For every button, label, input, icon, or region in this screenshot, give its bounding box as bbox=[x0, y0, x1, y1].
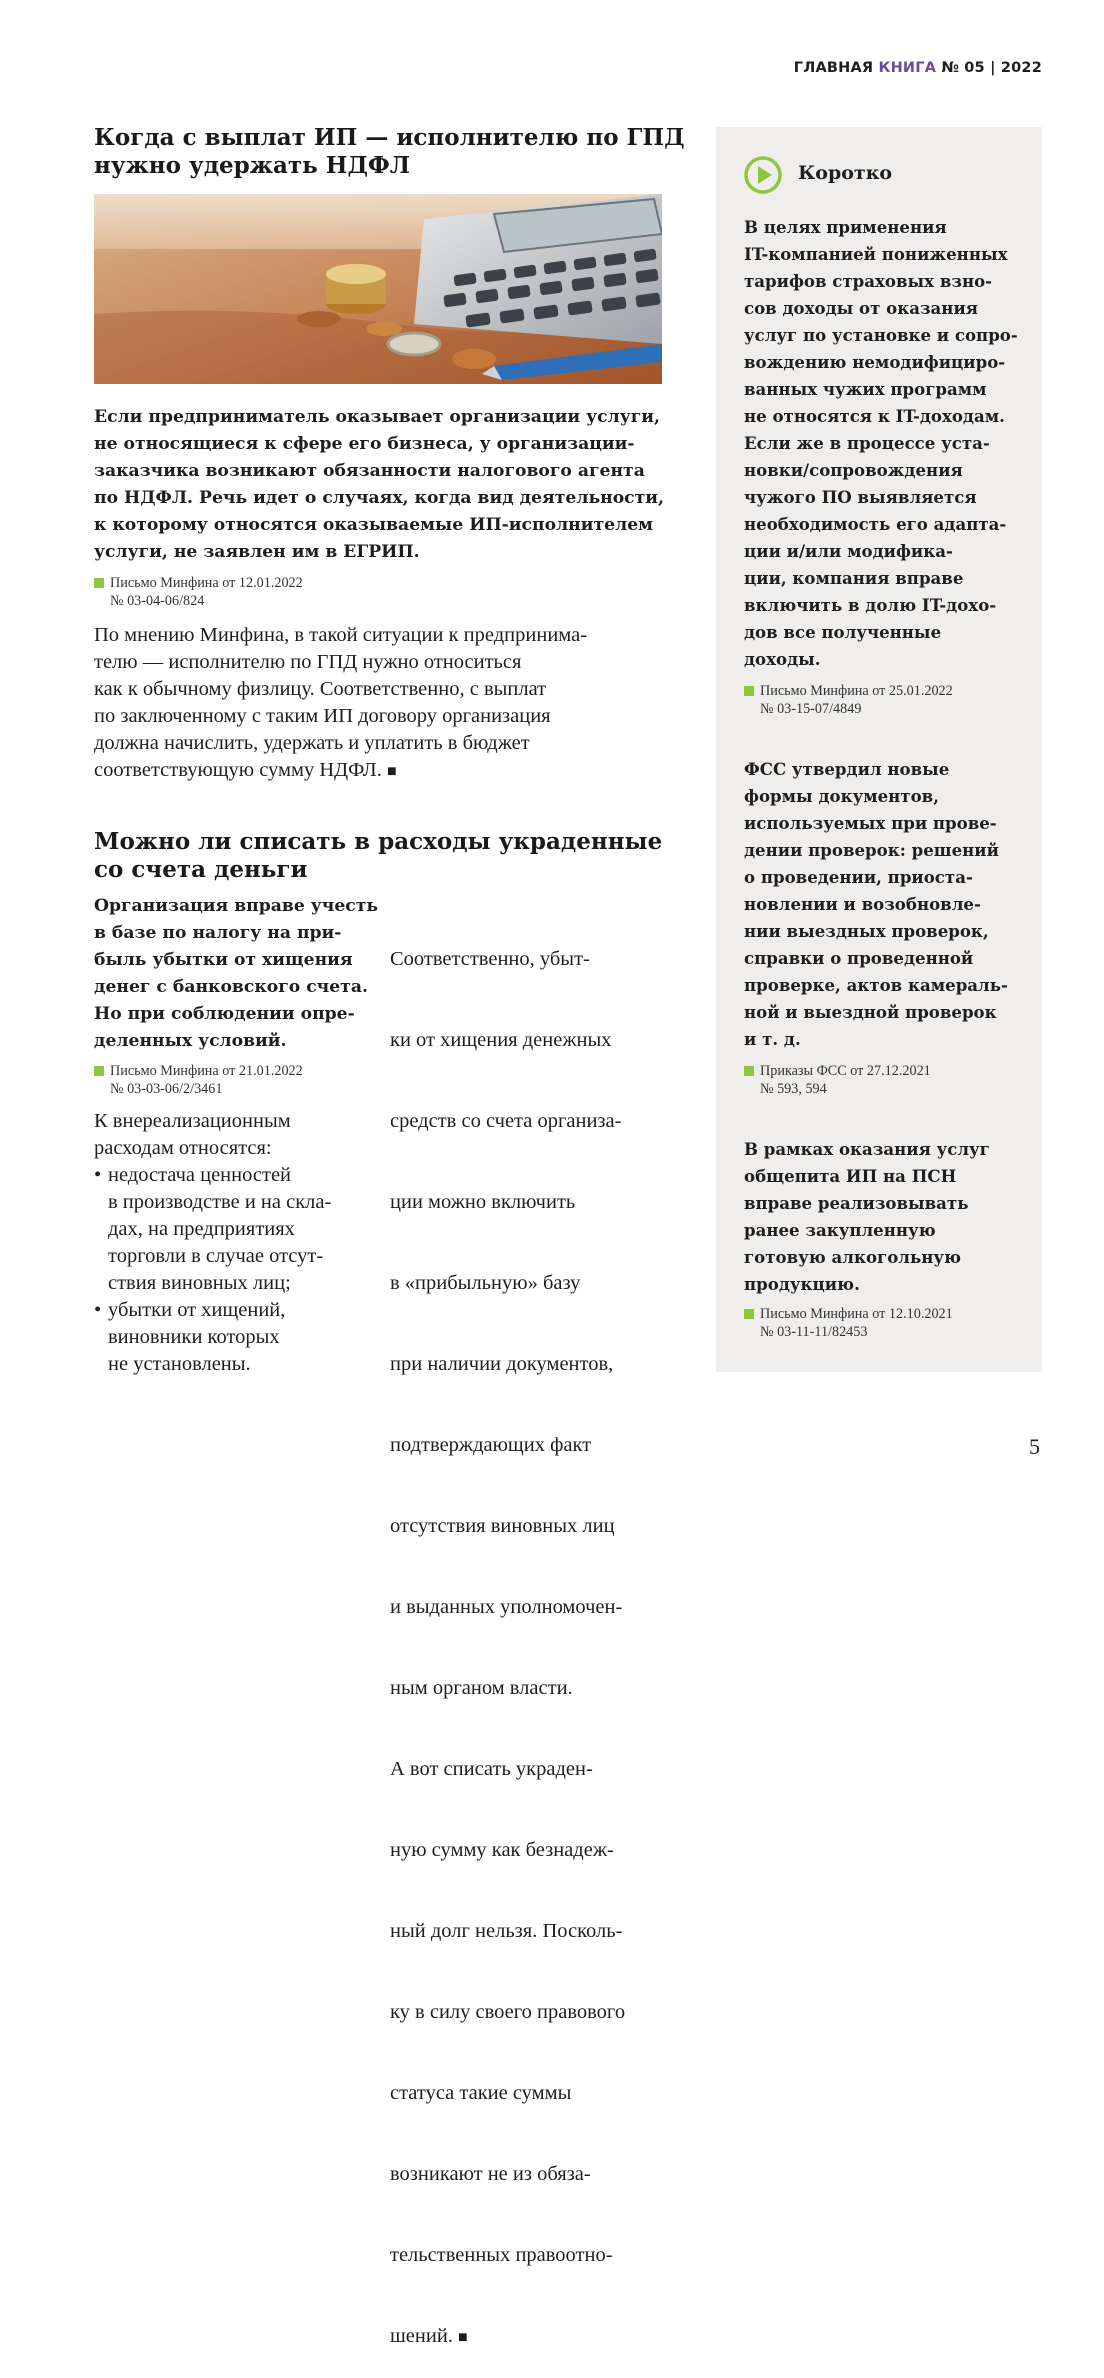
lead-line: к которому относятся оказываемые ИП-исполнителем bbox=[94, 515, 654, 535]
article-2-source bbox=[94, 1062, 303, 1098]
sidebar-line: формы документов, bbox=[744, 786, 939, 806]
body-line: ным органом власти. bbox=[390, 1677, 573, 1699]
sidebar-line: вождению немодифициро- bbox=[744, 352, 1006, 372]
sidebar-line: дении проверок: решений bbox=[744, 840, 999, 860]
expense-list bbox=[94, 1162, 374, 1378]
lead-line: Но при соблюдении опре- bbox=[94, 1004, 355, 1024]
sidebar-line: ранее закупленную bbox=[744, 1220, 936, 1240]
list-line: торговли в случае отсут- bbox=[108, 1245, 324, 1267]
play-circle-icon bbox=[743, 155, 783, 195]
source-marker bbox=[744, 1309, 754, 1319]
body-line: ку в силу своего правового bbox=[390, 2001, 626, 2023]
end-mark: ■ bbox=[386, 763, 397, 780]
sidebar-title: Коротко bbox=[798, 162, 893, 184]
lead-line: Если предприниматель оказывает организации услуги, bbox=[94, 407, 660, 427]
sidebar-line: дов все полученные bbox=[744, 622, 942, 642]
body-line: Соответственно, убыт- bbox=[390, 948, 590, 970]
body-line: в «прибыльную» базу bbox=[390, 1272, 581, 1294]
sidebar-line: IT-компанией пониженных bbox=[744, 244, 1008, 264]
article-2-title bbox=[94, 828, 694, 884]
body-line-text: соответствующую сумму НДФЛ. bbox=[94, 759, 382, 781]
body-line: подтверждающих факт bbox=[390, 1434, 592, 1456]
article-1-lead bbox=[94, 404, 674, 566]
sidebar-line: не относятся к IT-доходам. bbox=[744, 406, 1005, 426]
lead-line: по НДФЛ. Речь идет о случаях, когда вид деятельности, bbox=[94, 488, 665, 508]
sidebar-line: необходимость его адапта- bbox=[744, 514, 1007, 534]
source-line: № 03-15-07/4849 bbox=[760, 701, 862, 717]
list-line: дах, на предприятиях bbox=[108, 1218, 295, 1240]
sidebar-line: чужого ПО выявляется bbox=[744, 487, 977, 507]
running-header bbox=[794, 60, 1042, 76]
sidebar-line: ции, компания вправе bbox=[744, 568, 964, 588]
brand-main: ГЛАВНАЯ bbox=[793, 60, 874, 76]
sidebar-item-2-source bbox=[744, 1062, 931, 1098]
article-1-title bbox=[94, 124, 694, 180]
body-line: По мнению Минфина, в такой ситуации к предпринима- bbox=[94, 624, 588, 646]
article-2-lead bbox=[94, 893, 379, 1055]
calculator-coins-illustration bbox=[94, 194, 662, 384]
sidebar-item-1-source bbox=[744, 682, 953, 718]
body-line bbox=[390, 2323, 690, 2351]
body-line: ную сумму как безнадеж- bbox=[390, 1839, 614, 1861]
source-marker bbox=[94, 578, 104, 588]
issue-number: № 05 | 2022 bbox=[941, 60, 1042, 76]
sidebar-line: нии выездных проверок, bbox=[744, 921, 989, 941]
body-line: как к обычному физлицу. Соответственно, с выплат bbox=[94, 678, 547, 700]
sidebar-line: ФСС утвердил новые bbox=[744, 759, 950, 779]
list-line: убытки от хищений, bbox=[108, 1299, 286, 1321]
sidebar-line: и т. д. bbox=[744, 1029, 801, 1049]
sidebar-line: тарифов страховых взно- bbox=[744, 271, 993, 291]
end-mark: ■ bbox=[458, 2329, 468, 2346]
body-line: ции можно включить bbox=[390, 1191, 576, 1213]
lead-line: услуги, не заявлен им в ЕГРИП. bbox=[94, 542, 420, 562]
lead-line: денег с банковского счета. bbox=[94, 977, 368, 997]
sidebar-line: услуг по установке и сопро- bbox=[744, 325, 1018, 345]
list-line: ствия виновных лиц; bbox=[108, 1272, 291, 1294]
page-number: 5 bbox=[1029, 1434, 1040, 1459]
body-line: расходам относятся: bbox=[94, 1137, 272, 1159]
title-line: со счета деньги bbox=[94, 856, 308, 883]
lead-line: быль убытки от хищения bbox=[94, 950, 353, 970]
list-line: в производстве и на скла- bbox=[108, 1191, 332, 1213]
body-line: К внереализационным bbox=[94, 1110, 291, 1132]
article-1-source bbox=[94, 574, 303, 610]
sidebar-line: сов доходы от оказания bbox=[744, 298, 979, 318]
sidebar-line: вправе реализовывать bbox=[744, 1193, 969, 1213]
sidebar-item-3 bbox=[744, 1136, 1034, 1298]
body-line: средств со счета организа- bbox=[390, 1110, 622, 1132]
source-line: № 593, 594 bbox=[760, 1081, 827, 1097]
article-2-left-body bbox=[94, 1108, 374, 1378]
title-line: нужно удержать НДФЛ bbox=[94, 152, 411, 179]
body-line: должна начислить, удержать и уплатить в бюджет bbox=[94, 732, 530, 754]
sidebar-line: ции и/или модифика- bbox=[744, 541, 953, 561]
body-line: ки от хищения денежных bbox=[390, 1029, 612, 1051]
source-line: Приказы ФСС от 27.12.2021 bbox=[760, 1063, 931, 1079]
sidebar-line: В целях применения bbox=[744, 217, 947, 237]
bullet-marker: • bbox=[94, 1299, 102, 1321]
sidebar-line: доходы. bbox=[744, 649, 821, 669]
body-line: ный долг нельзя. Посколь- bbox=[390, 1920, 623, 1942]
sidebar-line: используемых при прове- bbox=[744, 813, 997, 833]
sidebar-item-3-source bbox=[744, 1305, 953, 1341]
source-line: Письмо Минфина от 21.01.2022 bbox=[110, 1063, 303, 1079]
list-line: не установлены. bbox=[108, 1353, 251, 1375]
sidebar-line: Если же в процессе уста- bbox=[744, 433, 990, 453]
sidebar-line: включить в долю IT-дохо- bbox=[744, 595, 997, 615]
source-marker bbox=[744, 686, 754, 696]
body-line: статуса такие суммы bbox=[390, 2082, 572, 2104]
sidebar-line: о проведении, приоста- bbox=[744, 867, 973, 887]
list-item bbox=[94, 1297, 374, 1378]
bullet-marker: • bbox=[94, 1164, 102, 1186]
sidebar-item-1 bbox=[744, 214, 1034, 673]
list-item bbox=[94, 1162, 374, 1297]
title-line: Когда с выплат ИП — исполнителю по ГПД bbox=[94, 124, 685, 151]
source-line: Письмо Минфина от 25.01.2022 bbox=[760, 683, 953, 699]
article-2-right-body bbox=[390, 892, 690, 2378]
title-line: Можно ли списать в расходы украденные bbox=[94, 828, 663, 855]
body-line: тельственных правоотно- bbox=[390, 2244, 613, 2266]
source-line: Письмо Минфина от 12.01.2022 bbox=[110, 575, 303, 591]
body-line: отсутствия виновных лиц bbox=[390, 1515, 615, 1537]
brand-accent: КНИГА bbox=[878, 60, 937, 76]
list-line: недостача ценностей bbox=[108, 1164, 292, 1186]
body-line: по заключенному с таким ИП договору организация bbox=[94, 705, 551, 727]
sidebar-line: ванных чужих программ bbox=[744, 379, 987, 399]
article-1-photo bbox=[94, 194, 662, 384]
sidebar-line: В рамках оказания услуг bbox=[744, 1139, 990, 1159]
lead-line: не относящиеся к сфере его бизнеса, у организации- bbox=[94, 434, 635, 454]
body-line bbox=[94, 757, 674, 785]
sidebar-line: готовую алкогольную bbox=[744, 1247, 962, 1267]
lead-line: заказчика возникают обязанности налогового агента bbox=[94, 461, 645, 481]
source-line: № 03-03-06/2/3461 bbox=[110, 1081, 223, 1097]
source-line: Письмо Минфина от 12.10.2021 bbox=[760, 1306, 953, 1322]
lead-line: деленных условий. bbox=[94, 1031, 287, 1051]
body-line: возникают не из обяза- bbox=[390, 2163, 591, 2185]
sidebar-line: общепита ИП на ПСН bbox=[744, 1166, 957, 1186]
list-line: виновники которых bbox=[108, 1326, 280, 1348]
sidebar-line: новлении и возобновле- bbox=[744, 894, 981, 914]
source-marker bbox=[744, 1066, 754, 1076]
sidebar-line: новки/сопровождения bbox=[744, 460, 963, 480]
source-line: № 03-04-06/824 bbox=[110, 593, 205, 609]
source-line: № 03-11-11/82453 bbox=[760, 1324, 868, 1340]
body-line-text: шений. bbox=[390, 2325, 453, 2347]
lead-line: в базе по налогу на при- bbox=[94, 923, 342, 943]
source-marker bbox=[94, 1066, 104, 1076]
body-line: при наличии документов, bbox=[390, 1353, 614, 1375]
sidebar-line: ной и выездной проверок bbox=[744, 1002, 997, 1022]
sidebar-item-2 bbox=[744, 756, 1034, 1053]
body-line: и выданных уполномочен- bbox=[390, 1596, 623, 1618]
article-1-body bbox=[94, 622, 674, 785]
sidebar-line: справки о проведенной bbox=[744, 948, 974, 968]
body-line: А вот списать украден- bbox=[390, 1758, 593, 1780]
body-line: телю — исполнителю по ГПД нужно относиться bbox=[94, 651, 522, 673]
sidebar-line: проверке, актов камераль- bbox=[744, 975, 1008, 995]
lead-line: Организация вправе учесть bbox=[94, 896, 379, 916]
sidebar-line: продукцию. bbox=[744, 1274, 860, 1294]
